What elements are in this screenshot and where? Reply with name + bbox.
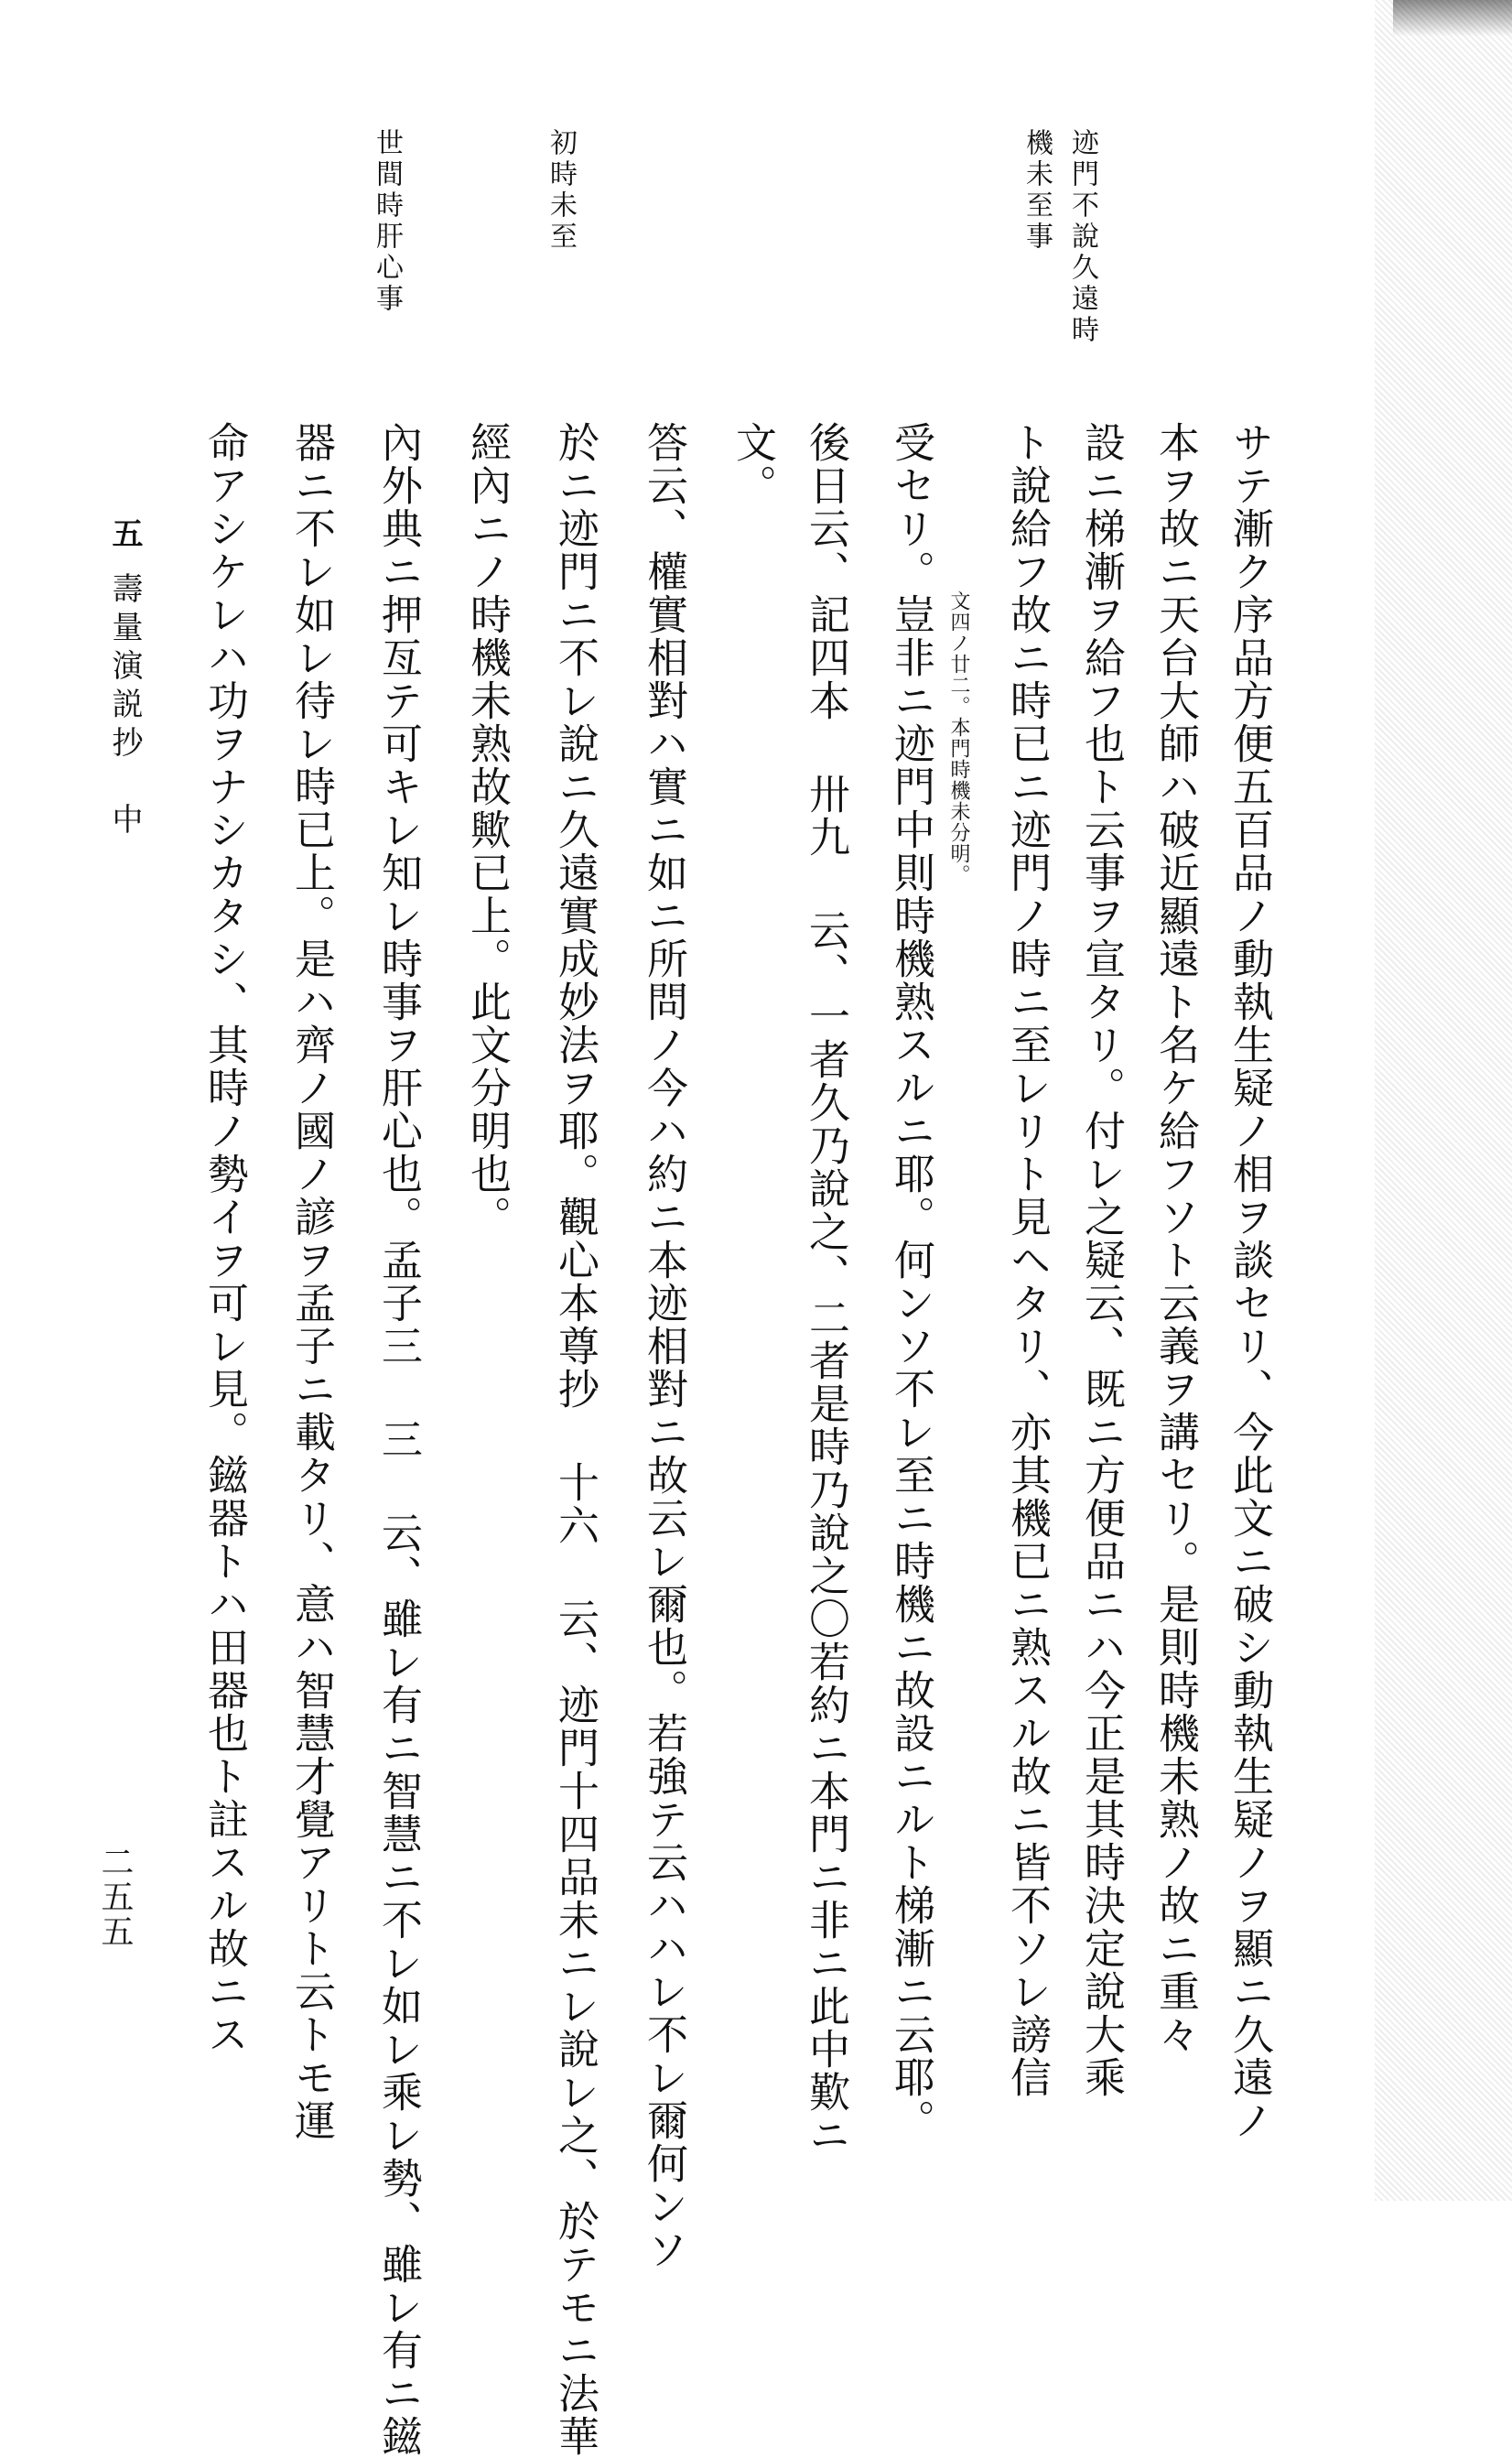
text-column: ト說給フ故ニ時已ニ迹門ノ時ニ至レリト見ヘタリ、亦其機已ニ熟スル故ニ皆不ソレ謗信 [1003, 421, 1052, 2099]
text-column: 文。 [729, 421, 777, 507]
side-note-heading: 初時未至 [545, 128, 577, 253]
text-column: 命アシケレハ功ヲナシカタシ、其時ノ勢イヲ可レ見。鎡器トハ田器也ト註スル故ニス [200, 421, 249, 2056]
side-note-heading: 迹門不說久遠時 [1066, 128, 1098, 346]
text-column: サテ漸ク序品方便五百品ノ動執生疑ノ相ヲ談セリ、今此文ニ破シ動執生疑ノヲ顯ニ久遠ノ [1226, 421, 1274, 2142]
page-edge-shadow-top [1393, 0, 1512, 37]
page-edge-shadow [1375, 0, 1512, 2201]
volume-number: 五 [106, 517, 143, 556]
text-column: 設ニ梯漸ヲ給フ也ト云事ヲ宣タリ。付レ之疑云、既ニ方便品ニハ今正是其時決定說大乘 [1077, 421, 1126, 2099]
side-note-heading: 世間時肝心事 [371, 128, 403, 315]
text-column: 內外典ニ押亙テ可キレ知レ時事ヲ肝心也。孟子三 三 云、雖レ有ニ智慧ニ不レ如レ乘レ勢、雖レ有ニ鎡 [374, 421, 423, 2458]
side-note-heading: 機未至事 [1021, 128, 1053, 253]
page-number: 二五五 [96, 1845, 134, 1949]
text-column: 本ヲ故ニ天台大師ハ破近顯遠ト名ケ給フソト云義ヲ講セリ。是則時機未熟ノ故ニ重々 [1151, 421, 1200, 2056]
text-column: 答云、權實相對ハ實ニ如ニ所問ノ今ハ約ニ本迹相對ニ故云レ爾也。若強テ云ハハレ不レ爾何ンソ [640, 421, 688, 2271]
text-column: 器ニ不レ如レ待レ時已上。是ハ齊ノ國ノ諺ヲ孟子ニ載タリ、意ハ智慧才覺アリト云トモ運 [287, 421, 336, 2142]
inline-note: 文四ノ廿二。本門時機未分明。 [947, 590, 970, 885]
text-column: 經內ニノ時機未熟故歟已上。此文分明也。 [463, 421, 512, 1239]
text-column: 後日云、記四本 卅九 云、一者久乃說之、二者是時乃說之〇若約ニ本門ニ非ニ此中歎ニ [802, 421, 850, 2157]
book-title: 壽量演説抄 中 [106, 572, 143, 841]
text-column: 於ニ迹門ニ不レ說ニ久遠實成妙法ヲ耶。觀心本尊抄 十六 云、迹門十四品未ニレ說レ之、於テモニ法華 [551, 421, 599, 2458]
text-column: 受セリ。豈非ニ迹門中則時機熟スルニ耶。何ンソ不レ至ニ時機ニ故設ニルト梯漸ニ云耶。 [887, 421, 935, 2142]
